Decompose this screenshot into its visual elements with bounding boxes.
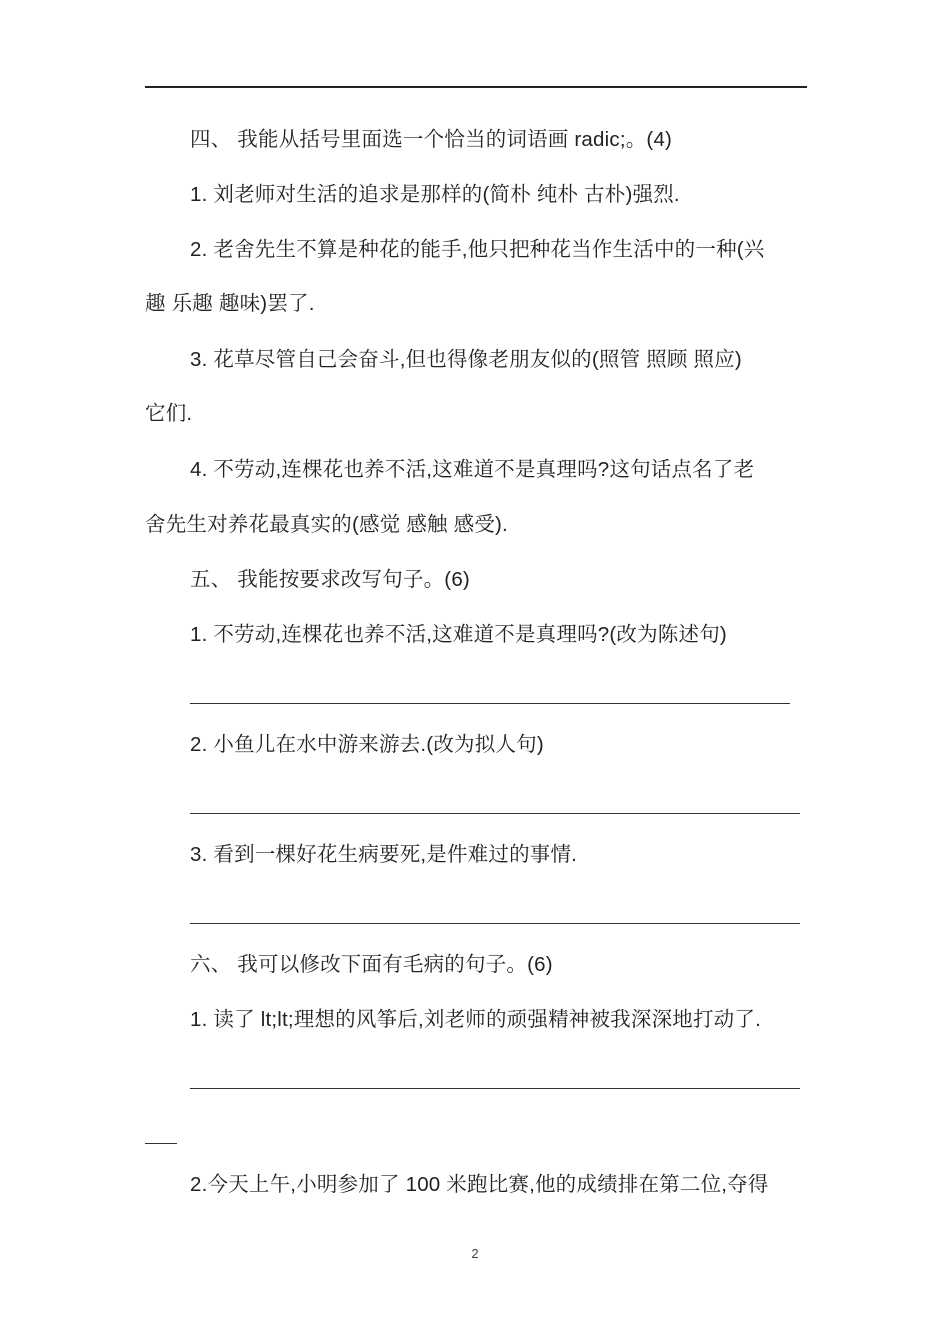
section-five-question-1: 1. 不劳动,连棵花也养不活,这难道不是真理吗?(改为陈述句) xyxy=(190,623,727,646)
section-four-heading: 四、 我能从括号里面选一个恰当的词语画 radic;。(4) xyxy=(190,128,673,151)
section-six-question-1: 1. 读了 lt;lt;理想的风筝后,刘老师的顽强精神被我深深地打动了. xyxy=(190,1008,761,1031)
section-four-question-2-line-1: 2. 老舍先生不算是种花的能手,他只把种花当作生活中的一种(兴 xyxy=(190,238,765,261)
section-four-question-3-line-1: 3. 花草尽管自己会奋斗,但也得像老朋友似的(照管 照顾 照应) xyxy=(190,348,742,371)
section-four-question-4-line-2: 舍先生对养花最真实的(感觉 感触 感受). xyxy=(145,513,508,536)
section-five-question-2: 2. 小鱼儿在水中游来游去.(改为拟人句) xyxy=(190,733,544,756)
answer-line[interactable] xyxy=(190,923,800,924)
answer-line[interactable] xyxy=(190,1088,800,1089)
page-number: 2 xyxy=(471,1246,479,1261)
answer-line[interactable] xyxy=(190,813,800,814)
section-five-question-3: 3. 看到一棵好花生病要死,是件难过的事情. xyxy=(190,843,578,866)
section-six-question-2-line-1: 2.今天上午,小明参加了 100 米跑比赛,他的成绩排在第二位,夺得 xyxy=(190,1173,769,1196)
answer-line-continuation[interactable] xyxy=(145,1143,177,1144)
section-four-question-2-line-2: 趣 乐趣 趣味)罢了. xyxy=(145,292,315,315)
section-five-heading: 五、 我能按要求改写句子。(6) xyxy=(190,568,470,591)
section-four-question-1: 1. 刘老师对生活的追求是那样的(简朴 纯朴 古朴)强烈. xyxy=(190,183,680,206)
section-four-question-4-line-1: 4. 不劳动,连棵花也养不活,这难道不是真理吗?这句话点名了老 xyxy=(190,458,755,481)
section-six-heading: 六、 我可以修改下面有毛病的句子。(6) xyxy=(190,953,553,976)
section-four-question-3-line-2: 它们. xyxy=(145,402,193,425)
answer-line[interactable] xyxy=(190,703,790,704)
header-rule xyxy=(145,86,807,88)
